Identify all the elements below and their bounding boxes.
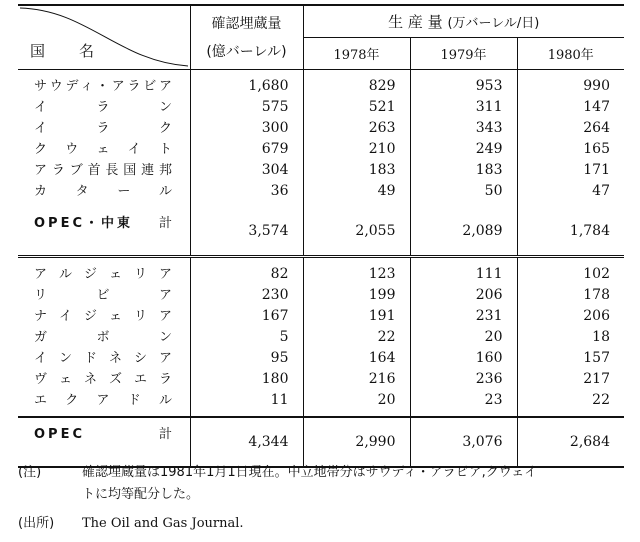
production-1978-value: 123 [303,257,410,286]
year-1979-header: 1979年 [410,38,517,70]
opec-total-p1978: 2,990 [303,417,410,467]
other-country-row [18,285,624,306]
production-1980-value: 171 [517,160,624,181]
country-name: カ タ ー ル [34,184,172,199]
mideast-total-reserves: 3,574 [190,207,303,257]
production-1980-value: 18 [517,327,624,348]
production-1978-value: 183 [303,160,410,181]
country-name-cell [18,97,190,118]
opec-total-p1979: 3,076 [410,417,517,467]
other-country-row [18,257,624,286]
other-country-row [18,348,624,369]
reserves-value: 82 [190,257,303,286]
other-country-row [18,390,624,417]
country-name-cell [18,348,190,369]
source-label: (出所) [18,516,55,531]
mideast-country-row [18,97,624,118]
opec-total-section [18,417,624,467]
footnote-line-2: トに均等配分した。 [82,487,200,502]
source-value: The Oil and Gas Journal. [82,516,244,531]
year-1978-header: 1978年 [303,38,410,70]
production-1979-value: 311 [410,97,517,118]
reserves-value: 300 [190,118,303,139]
production-header-cell [303,5,624,38]
country-name: ガ ボ ン [34,330,172,345]
country-name-cell [18,181,190,207]
country-name-cell [18,139,190,160]
reserves-header-unit: (億バーレル) [206,43,287,60]
production-header-label: 生 産 量 [388,13,443,31]
reserves-value: 36 [190,181,303,207]
production-1979-value: 20 [410,327,517,348]
production-1979-value: 236 [410,369,517,390]
production-1979-value: 160 [410,348,517,369]
mideast-total-label: OPEC・中東 [34,216,134,231]
country-name-cell [18,257,190,286]
opec-total-reserves: 4,344 [190,417,303,467]
other-country-row [18,369,624,390]
country-name-cell [18,285,190,306]
production-1980-value: 217 [517,369,624,390]
opec-total-kei: 計 [158,427,172,442]
country-name-cell [18,70,190,98]
country-name: ク ウ ェ イ ト [34,142,172,157]
mideast-rows [18,70,624,208]
reserves-value: 575 [190,97,303,118]
production-1978-value: 829 [303,70,410,98]
reserves-value: 95 [190,348,303,369]
mideast-country-row [18,70,624,98]
mideast-total-p1978: 2,055 [303,207,410,257]
country-name: リ ビ ア [34,288,172,303]
production-1980-value: 165 [517,139,624,160]
opec-reserves-production-table [18,4,624,468]
country-name: イ ラ ン [34,100,172,115]
production-1978-value: 199 [303,285,410,306]
country-header-cell [18,5,190,70]
reserves-value: 167 [190,306,303,327]
country-header-label: 国名 [30,42,129,60]
production-1980-value: 178 [517,285,624,306]
production-1979-value: 183 [410,160,517,181]
country-name: イ ラ ク [34,121,172,136]
country-name-cell [18,369,190,390]
production-1979-value: 23 [410,390,517,417]
production-1978-value: 191 [303,306,410,327]
footnote [18,462,624,506]
footnote-line-1: 確認埋蔵量は1981年1月1日現在。中立地帯分はサウディ・アラビア,クウェイ [82,465,538,480]
production-1979-value: 953 [410,70,517,98]
mideast-country-row [18,181,624,207]
source-line [18,512,244,531]
opec-total-name [18,417,190,467]
production-1980-value: 47 [517,181,624,207]
mideast-country-row [18,160,624,181]
opec-total-p1980: 2,684 [517,417,624,467]
opec-total-label: OPEC [34,427,85,442]
other-country-rows [18,257,624,418]
country-name: ア ル ジ ェ リ ア [34,267,172,282]
production-header-unit: (万バーレル/日) [447,16,540,31]
other-country-row [18,327,624,348]
country-name-cell [18,327,190,348]
country-name-cell [18,160,190,181]
reserves-value: 5 [190,327,303,348]
country-name-cell [18,306,190,327]
country-name: イ ン ド ネ シ ア [34,351,172,366]
production-1979-value: 50 [410,181,517,207]
production-1979-value: 111 [410,257,517,286]
country-name: ヴ ェ ネ ズ エ ラ [34,372,172,387]
mideast-total-kei: 計 [158,216,172,231]
country-name-cell [18,390,190,417]
mideast-total-p1979: 2,089 [410,207,517,257]
production-1980-value: 147 [517,97,624,118]
production-1978-value: 49 [303,181,410,207]
production-1978-value: 216 [303,369,410,390]
production-1980-value: 157 [517,348,624,369]
reserves-value: 11 [190,390,303,417]
production-1979-value: 206 [410,285,517,306]
reserves-value: 1,680 [190,70,303,98]
opec-table-container [18,4,624,468]
reserves-value: 230 [190,285,303,306]
country-name: ナ イ ジ ェ リ ア [34,309,172,324]
reserves-value: 679 [190,139,303,160]
country-name: アラブ首長国連邦 [34,163,172,178]
mideast-total-name [18,207,190,257]
production-1979-value: 249 [410,139,517,160]
reserves-value: 180 [190,369,303,390]
reserves-value: 304 [190,160,303,181]
production-1978-value: 22 [303,327,410,348]
production-1980-value: 264 [517,118,624,139]
country-name: サウディ・アラビア [34,79,172,94]
production-1980-value: 206 [517,306,624,327]
mideast-country-row [18,118,624,139]
production-1980-value: 990 [517,70,624,98]
production-1979-value: 343 [410,118,517,139]
country-name-cell [18,118,190,139]
footnote-label: (注) [18,465,42,480]
mideast-total-p1980: 1,784 [517,207,624,257]
production-1978-value: 20 [303,390,410,417]
production-1978-value: 263 [303,118,410,139]
production-1980-value: 22 [517,390,624,417]
reserves-header-label: 確認埋蔵量 [211,15,282,32]
production-1978-value: 521 [303,97,410,118]
year-1980-header: 1980年 [517,38,624,70]
other-country-row [18,306,624,327]
reserves-header-cell [190,5,303,70]
production-1978-value: 210 [303,139,410,160]
mideast-country-row [18,139,624,160]
country-name: エ ク ア ド ル [34,393,172,408]
production-1979-value: 231 [410,306,517,327]
mideast-total-section [18,207,624,257]
production-1980-value: 102 [517,257,624,286]
production-1978-value: 164 [303,348,410,369]
